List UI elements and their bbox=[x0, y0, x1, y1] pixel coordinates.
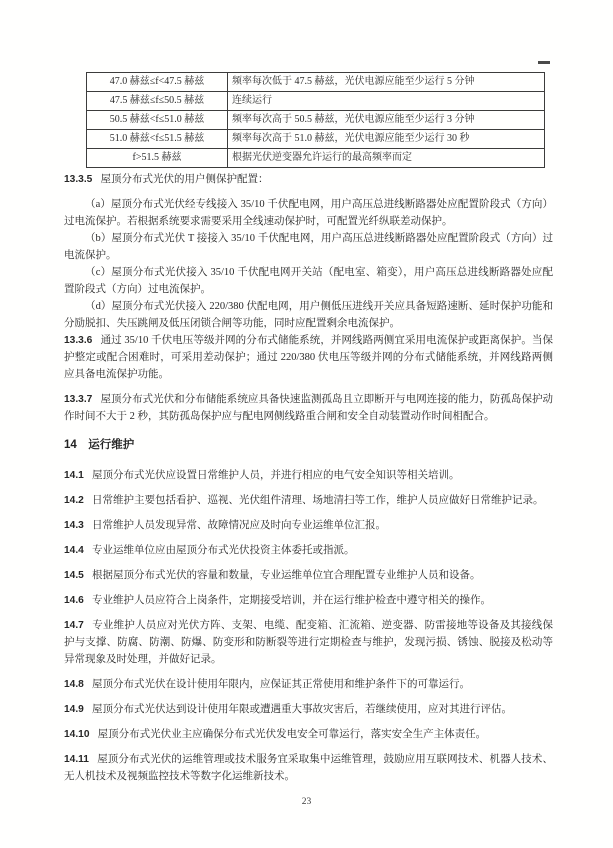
frequency-table-row bbox=[87, 73, 545, 92]
clause-number: 14.8 bbox=[64, 679, 84, 690]
page-number: 23 bbox=[301, 797, 312, 807]
clause-number: 14.6 bbox=[64, 595, 84, 606]
frequency-requirement-cell: 连续运行 bbox=[228, 92, 545, 111]
frequency-requirement-cell: 根据光伏逆变器允许运行的最高频率而定 bbox=[228, 149, 545, 168]
clause-number: 14.9 bbox=[64, 704, 84, 715]
clause-text: 屋顶分布式光伏应设置日常维护人员，并进行相应的电气安全知识等相关培训。 bbox=[91, 470, 460, 481]
frequency-table-row bbox=[87, 92, 545, 111]
clause-text: 通过 35/10 千伏电压等级并网的分布式储能系统，并网线路两侧宜采用电流保护或距离保护。当保护整定或配合困难时，可采用差动保护；通过 220/380 伏电压等级并网的分布式储能系统，并网线路两侧应具备电流保护功能。 bbox=[64, 335, 553, 380]
frequency-table-body bbox=[87, 73, 545, 168]
frequency-range-cell: 51.0 赫兹<f≤51.5 赫兹 bbox=[87, 130, 228, 149]
clause-text: 屋顶分布式光伏的运维管理或技术服务宜采取集中运维管理，鼓励应用互联网技术、机器人技术、无人机技术及视频监控技术等数字化运维新技术。 bbox=[64, 754, 553, 782]
clause-number: 14.11 bbox=[64, 754, 89, 765]
clause-text: 日常维护主要包括看护、巡视、光伏组件清理、场地清扫等工作，维护人员应做好日常维护记录。 bbox=[91, 495, 544, 506]
clause-number: 14.2 bbox=[64, 495, 84, 506]
clause-text: 屋顶分布式光伏和分布储能系统应具备快速监测孤岛且立即断开与电网连接的能力，防孤岛保护动作时间不大于 2 秒，其防孤岛保护应与配电网侧线路重合闸和安全自动装置动作时间相配合。 bbox=[64, 394, 553, 422]
clause-text: （a）屋顶分布式光伏经专线接入 35/10 千伏配电网，用户高压总进线断路器处应配置阶段式（方向）过电流保护。若根据系统要求需要采用全线速动保护时，可配置光纤纵联差动保护。 bbox=[64, 199, 553, 227]
clause-paragraph bbox=[64, 517, 553, 534]
clause-number: 14.4 bbox=[64, 545, 84, 556]
frequency-range-cell: 50.5 赫兹<f≤51.0 赫兹 bbox=[87, 111, 228, 130]
clause-number: 13.3.6 bbox=[64, 335, 93, 346]
clause-paragraph bbox=[64, 196, 553, 230]
clause-text: （d）屋顶分布式光伏接入 220/380 伏配电网，用户侧低压进线开关应具备短路速断、延时保护功能和分励脱扣、失压跳闸及低压闭锁合闸等功能，同时应配置剩余电流保护。 bbox=[64, 301, 553, 329]
clause-paragraph bbox=[64, 332, 553, 383]
frequency-range-cell: 47.0 赫兹≤f<47.5 赫兹 bbox=[87, 73, 228, 92]
frequency-range-cell: f>51.5 赫兹 bbox=[87, 149, 228, 168]
clause-text: 专业维护人员应符合上岗条件，定期接受培训，并在运行维护检查中遵守相关的操作。 bbox=[91, 595, 491, 606]
section-14-title: 运行维护 bbox=[88, 439, 135, 451]
clause-text: 根据屋顶分布式光伏的容量和数量，专业运维单位宜合理配置专业维护人员和设备。 bbox=[91, 570, 481, 581]
clause-text: 日常维护人员发现异常、故障情况应及时向专业运维单位汇报。 bbox=[91, 520, 386, 531]
clause-text: 屋顶分布式光伏的用户侧保护配置： bbox=[100, 174, 269, 185]
clause-text: 屋顶分布式光伏业主应确保分布式光伏发电安全可靠运行，落实安全生产主体责任。 bbox=[97, 729, 487, 740]
clause-number: 14.5 bbox=[64, 570, 84, 581]
section-13-protection-clauses bbox=[64, 171, 553, 425]
section-14-items bbox=[64, 467, 553, 785]
clause-text: 屋顶分布式光伏在设计使用年限内，应保证其正常使用和维护条件下的可靠运行。 bbox=[91, 679, 470, 690]
clause-paragraph bbox=[64, 751, 553, 785]
clause-paragraph bbox=[64, 298, 553, 332]
scan-artifact bbox=[538, 61, 550, 64]
clause-number: 14.1 bbox=[64, 470, 84, 481]
clause-paragraph bbox=[64, 391, 553, 425]
frequency-table-row bbox=[87, 130, 545, 149]
frequency-table-row bbox=[87, 111, 545, 130]
clause-paragraph bbox=[64, 726, 553, 743]
frequency-range-cell: 47.5 赫兹≤f≤50.5 赫兹 bbox=[87, 92, 228, 111]
clause-paragraph bbox=[64, 467, 553, 484]
clause-text: （b）屋顶分布式光伏 T 接接入 35/10 千伏配电网，用户高压总进线断路器处应配置阶段式（方向）过电流保护。 bbox=[64, 233, 553, 261]
clause-paragraph bbox=[64, 592, 553, 609]
frequency-requirement-cell: 频率每次低于 47.5 赫兹，光伏电源应能至少运行 5 分钟 bbox=[228, 73, 545, 92]
clause-number: 14.10 bbox=[64, 729, 90, 740]
clause-number: 13.3.5 bbox=[64, 174, 93, 185]
clause-paragraph bbox=[64, 617, 553, 668]
clause-text: 专业运维单位应由屋顶分布式光伏投资主体委托或指派。 bbox=[91, 545, 355, 556]
clause-paragraph bbox=[64, 230, 553, 264]
clause-paragraph bbox=[64, 701, 553, 718]
section-14-number: 14 bbox=[64, 439, 77, 451]
frequency-requirement-cell: 频率每次高于 50.5 赫兹，光伏电源应能至少运行 3 分钟 bbox=[228, 111, 545, 130]
clause-paragraph bbox=[64, 676, 553, 693]
clause-paragraph bbox=[64, 567, 553, 584]
clause-text: （c）屋顶分布式光伏接入 35/10 千伏配电网开关站（配电室、箱变），用户高压总进线断路器处应配置阶段式（方向）过电流保护。 bbox=[64, 267, 553, 295]
clause-paragraph bbox=[64, 171, 553, 188]
frequency-requirement-cell: 频率每次高于 51.0 赫兹，光伏电源应能至少运行 30 秒 bbox=[228, 130, 545, 149]
clause-number: 14.3 bbox=[64, 520, 84, 531]
clause-paragraph bbox=[64, 264, 553, 298]
clause-number: 13.3.7 bbox=[64, 394, 93, 405]
clause-number: 14.7 bbox=[64, 620, 84, 631]
frequency-ride-through-table bbox=[86, 72, 545, 168]
clause-text: 屋顶分布式光伏达到设计使用年限或遭遇重大事故灾害后，若继续使用，应对其进行评估。 bbox=[91, 704, 512, 715]
section-14-heading bbox=[64, 438, 553, 452]
clause-paragraph bbox=[64, 492, 553, 509]
frequency-table-row bbox=[87, 149, 545, 168]
clause-text: 专业维护人员应对光伏方阵、支架、电缆、配变箱、汇流箱、逆变器、防雷接地等设备及其接线保护与支撑、防腐、防潮、防爆、防变形和防断裂等进行定期检查与维护，发现污损、锈蚀、脱接及松动等异常现象及时处理，并做好记录。 bbox=[64, 620, 553, 665]
clause-paragraph bbox=[64, 542, 553, 559]
